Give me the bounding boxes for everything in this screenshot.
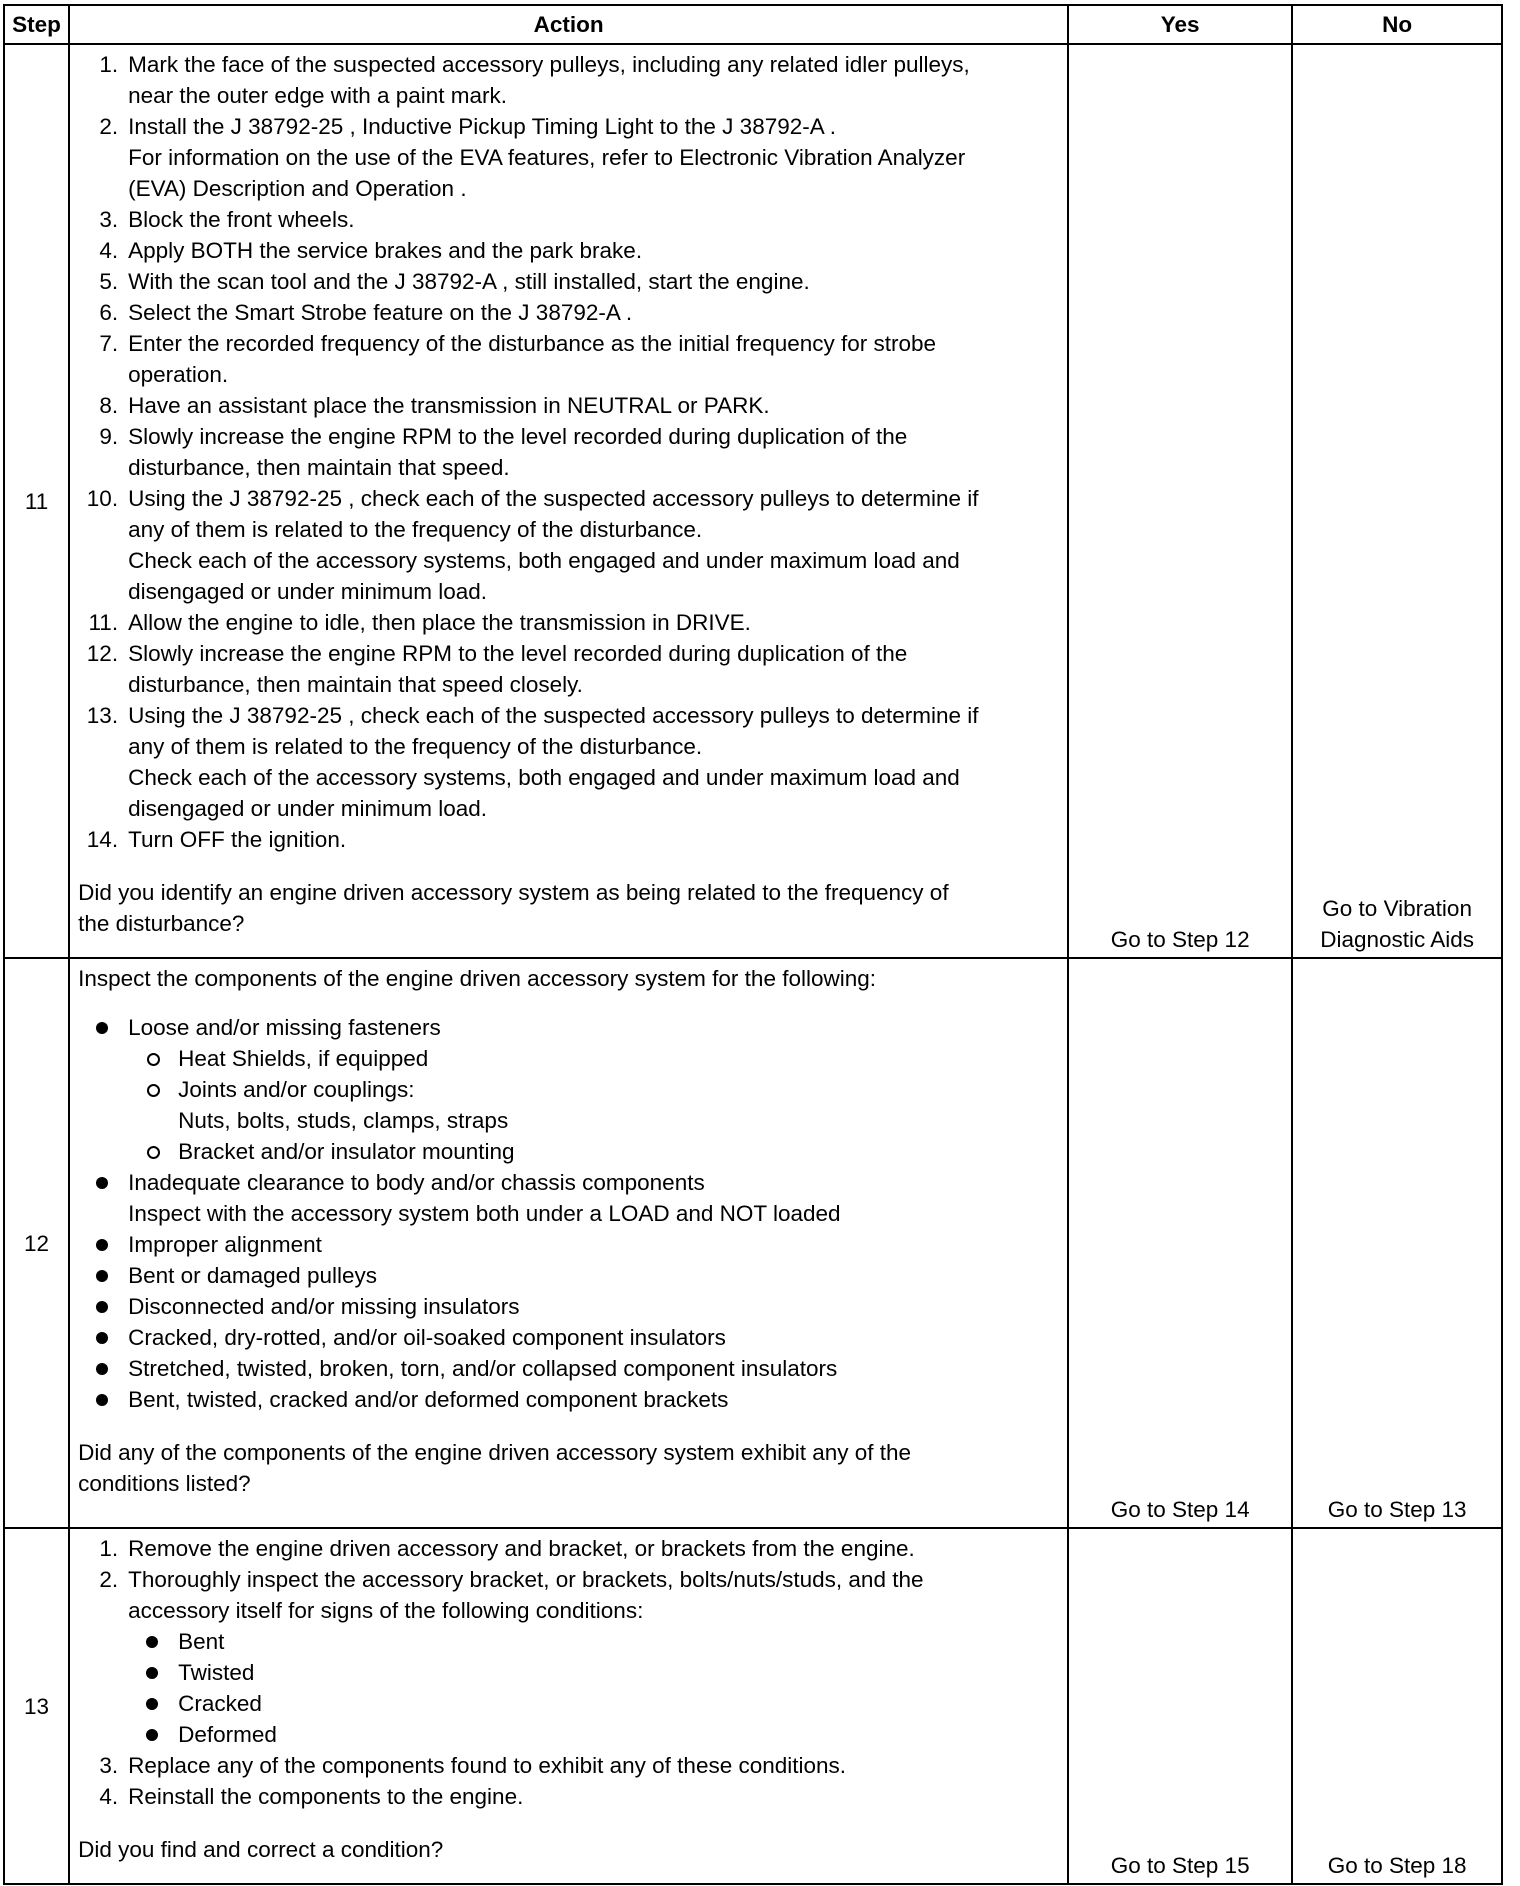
table-row	[4, 958, 1502, 1528]
numbered-steps	[78, 1533, 1059, 1812]
sub-list-item: Twisted	[128, 1657, 1059, 1688]
sub-list-item: Joints and/or couplings: Nuts, bolts, studs, clamps, straps	[128, 1074, 1059, 1136]
sub-list-item: Cracked	[128, 1688, 1059, 1719]
circle-bullet-icon	[147, 1146, 160, 1159]
no-result: Go to Vibration Diagnostic Aids	[1292, 44, 1502, 958]
list-item: 8. Have an assistant place the transmission in NEUTRAL or PARK.	[99, 393, 770, 418]
list-item: Bent, twisted, cracked and/or deformed component brackets	[78, 1384, 1059, 1415]
list-item: Loose and/or missing fasteners Heat Shields, if equipped Joints and/or couplings: Nuts, bolts, studs, clamps, straps Bracket and/or insulator mounting	[78, 1012, 1059, 1167]
bullet-icon	[146, 1667, 158, 1679]
sub-list-item: Heat Shields, if equipped	[128, 1043, 1059, 1074]
spacer	[78, 1812, 1059, 1834]
spacer	[78, 994, 1059, 1012]
list-item: Disconnected and/or missing insulators	[78, 1291, 1059, 1322]
list-item: 13. Using the J 38792-25 , check each of the suspected accessory pulleys to determine if any of them is related to the frequency of the disturbance. Check each of the accessory systems, both engaged and under maximum load and disengaged or under minimum load.	[86, 703, 979, 821]
numbered-steps	[78, 49, 1059, 855]
list-item: 10. Using the J 38792-25 , check each of the suspected accessory pulleys to determine if any of them is related to the frequency of the disturbance. Check each of the accessory systems, both engaged and under maximum load and disengaged or under minimum load.	[86, 486, 979, 604]
bullet-icon	[96, 1022, 108, 1034]
bullet-icon	[96, 1363, 108, 1375]
sub-list-item: Deformed	[128, 1719, 1059, 1750]
list-item: Stretched, twisted, broken, torn, and/or collapsed component insulators	[78, 1353, 1059, 1384]
action-cell	[69, 44, 1068, 958]
bullet-icon	[96, 1394, 108, 1406]
circle-bullet-icon	[147, 1053, 160, 1066]
table-row	[4, 44, 1502, 958]
list-item: 2. Thoroughly inspect the accessory bracket, or brackets, bolts/nuts/studs, and the accessory itself for signs of the following conditions: Bent Twisted Cracked Deformed	[78, 1564, 1059, 1750]
bullet-icon	[96, 1332, 108, 1344]
list-item: 11. Allow the engine to idle, then place the transmission in DRIVE.	[88, 610, 751, 635]
sub-list	[128, 1043, 1059, 1167]
question-text: Did any of the components of the engine driven accessory system exhibit any of the conditions listed?	[78, 1440, 912, 1496]
list-item: Inadequate clearance to body and/or chassis components Inspect with the accessory system both under a LOAD and NOT loaded	[78, 1167, 1059, 1229]
bullet-icon	[146, 1698, 158, 1710]
list-item: 4. Apply BOTH the service brakes and the park brake.	[99, 238, 643, 263]
no-result: Go to Step 18	[1292, 1528, 1502, 1884]
bullet-icon	[146, 1636, 158, 1648]
yes-result: Go to Step 12	[1068, 44, 1292, 958]
sub-list	[128, 1626, 1059, 1750]
list-item: 3. Block the front wheels.	[99, 207, 355, 232]
list-item: 5. With the scan tool and the J 38792-A , still installed, start the engine.	[99, 269, 810, 294]
no-result: Go to Step 13	[1292, 958, 1502, 1528]
action-cell	[69, 958, 1068, 1528]
list-item: Cracked, dry-rotted, and/or oil-soaked component insulators	[78, 1322, 1059, 1353]
list-item: 2. Install the J 38792-25 , Inductive Pickup Timing Light to the J 38792-A . For information on the use of the EVA features, refer to Electronic Vibration Analyzer (EVA) Description and Operation .	[99, 114, 966, 201]
list-item: Improper alignment	[78, 1229, 1059, 1260]
question-text: Did you find and correct a condition?	[78, 1837, 444, 1862]
header-step: Step	[4, 5, 69, 44]
yes-result: Go to Step 14	[1068, 958, 1292, 1528]
yes-result: Go to Step 15	[1068, 1528, 1292, 1884]
step-number: 12	[4, 958, 69, 1528]
bullet-icon	[96, 1177, 108, 1189]
header-row	[4, 5, 1502, 44]
list-item: Bent or damaged pulleys	[78, 1260, 1059, 1291]
question-text: Did you identify an engine driven accessory system as being related to the frequency of the disturbance?	[78, 880, 949, 936]
spacer	[78, 855, 1059, 877]
bullet-list	[78, 1012, 1059, 1415]
sub-list-item: Bent	[128, 1626, 1059, 1657]
bullet-icon	[96, 1301, 108, 1313]
sub-list-item: Bracket and/or insulator mounting	[128, 1136, 1059, 1167]
list-item: 1. Remove the engine driven accessory and bracket, or brackets from the engine.	[99, 1536, 915, 1561]
list-item: 4. Reinstall the components to the engine.	[99, 1784, 524, 1809]
bullet-icon	[146, 1729, 158, 1741]
list-item: 6. Select the Smart Strobe feature on the J 38792-A .	[99, 300, 633, 325]
table-row	[4, 1528, 1502, 1884]
diagnostic-table	[3, 4, 1503, 1885]
list-item: 12. Slowly increase the engine RPM to the level recorded during duplication of the disturbance, then maintain that speed closely.	[86, 641, 908, 697]
step-number: 13	[4, 1528, 69, 1884]
spacer	[78, 1415, 1059, 1437]
step-number: 11	[4, 44, 69, 958]
header-action: Action	[69, 5, 1068, 44]
header-no: No	[1292, 5, 1502, 44]
list-item: 9. Slowly increase the engine RPM to the level recorded during duplication of the disturbance, then maintain that speed.	[99, 424, 908, 480]
list-item: 3. Replace any of the components found to exhibit any of these conditions.	[99, 1753, 847, 1778]
list-item: 7. Enter the recorded frequency of the disturbance as the initial frequency for strobe operation.	[99, 331, 937, 387]
intro-text: Inspect the components of the engine driven accessory system for the following:	[78, 966, 877, 991]
action-cell	[69, 1528, 1068, 1884]
header-yes: Yes	[1068, 5, 1292, 44]
bullet-icon	[96, 1239, 108, 1251]
circle-bullet-icon	[147, 1084, 160, 1097]
list-item: 14. Turn OFF the ignition.	[86, 827, 347, 852]
bullet-icon	[96, 1270, 108, 1282]
list-item: 1. Mark the face of the suspected accessory pulleys, including any related idler pulleys, near the outer edge with a paint mark.	[99, 52, 970, 108]
